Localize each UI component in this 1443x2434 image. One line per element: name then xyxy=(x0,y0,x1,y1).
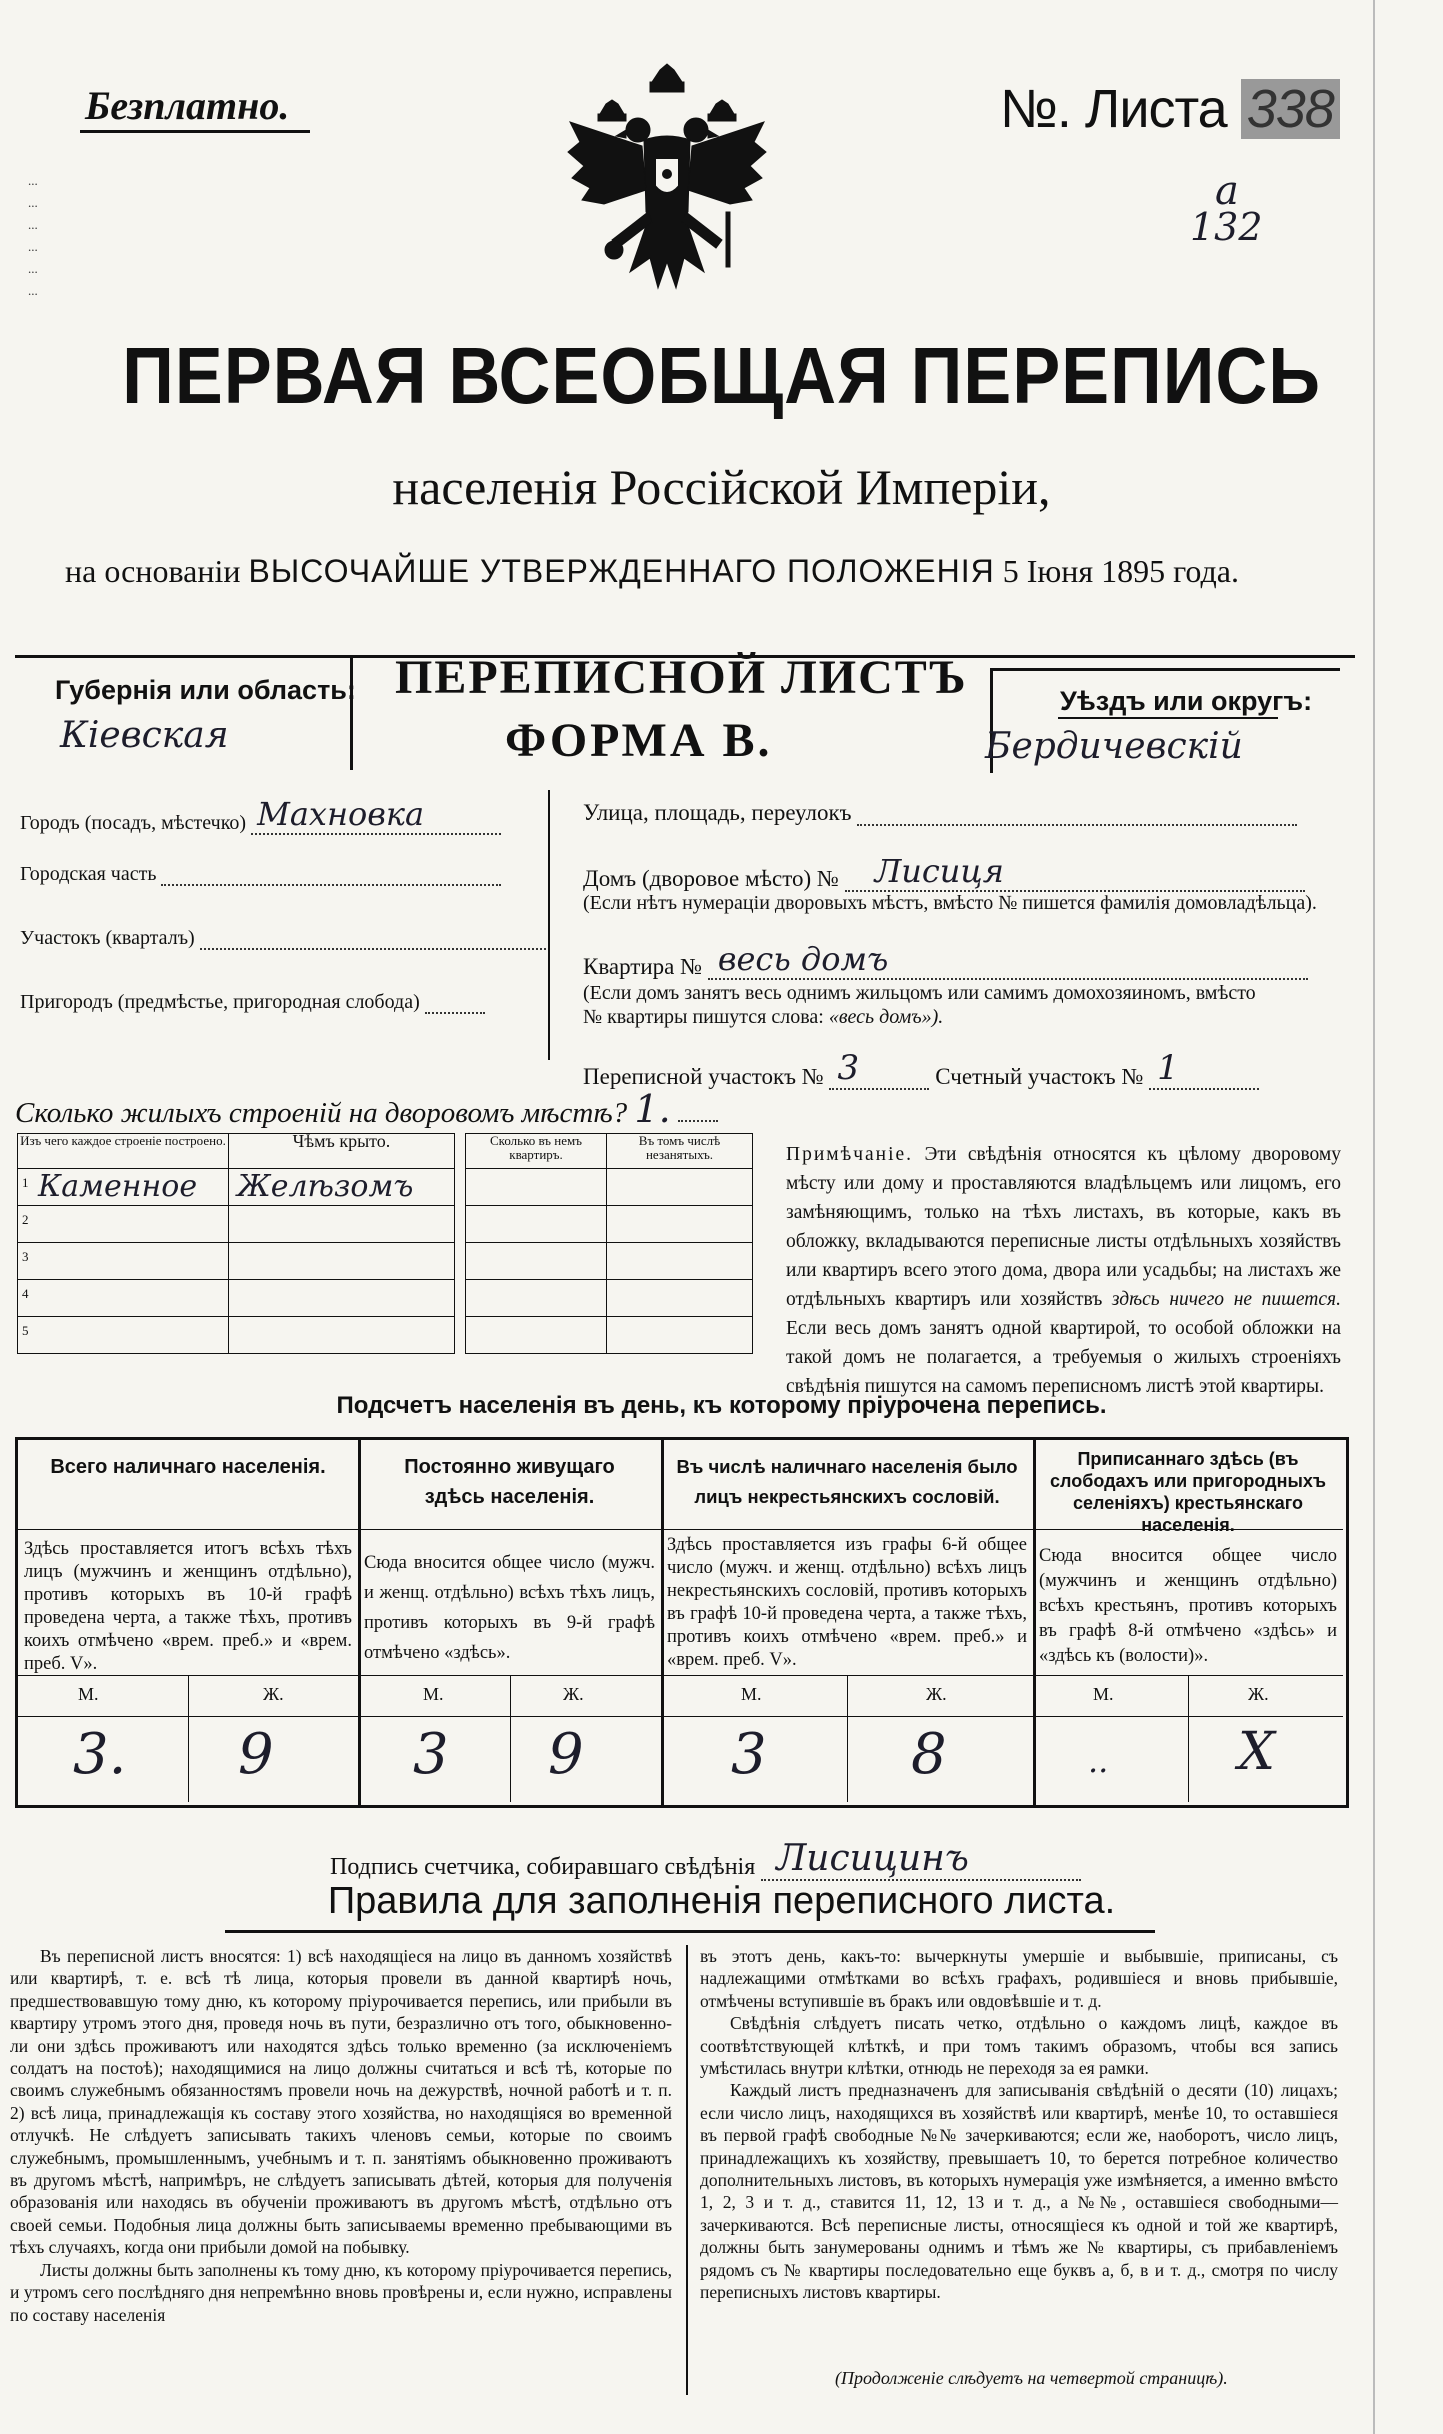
sheet-number-label: №. Листа xyxy=(1000,79,1227,139)
dwellings-question: Сколько жилыхъ строеній на дворовомъ мѣстѣ? 1. xyxy=(15,1087,718,1131)
note-paragraph: Примѣчаніе. Эти свѣдѣнія относятся къ цѣлому дворовому мѣсту или дому и проставляются владѣльцемъ или лицомъ, его замѣняющимъ, только на тѣхъ листахъ, въ которые, какъ въ обложку, вкладываются переписные листы отдѣльныхъ хозяйствъ или квартиръ всего этого дома, двора или усадьбы; на листахъ же отдѣльныхъ квартиръ или хозяйствъ здѣсь ничего не пишется. Если весь домъ занятъ одной квартирой, то особой обложки на такой домъ не полагается, а требуемыя о жилыхъ строеніяхъ свѣдѣнія пишутся на самомъ переписномъ листѣ этой квартиры. xyxy=(786,1144,1341,1397)
rules-title: Правила для заполненія переписного листа. xyxy=(327,1880,1116,1922)
house-field: Домъ (дворовое мѣсто) № Лисиця xyxy=(583,852,1305,892)
buildings-header-vacant: Въ томъ числѣ незанятыхъ. xyxy=(607,1134,753,1169)
enumerator-signature: Подпись счетчика, собиравшаго свѣдѣнія Лисицинъ xyxy=(330,1838,1081,1881)
total-male: 3. xyxy=(73,1722,127,1787)
suburb-field: Пригородъ (предмѣстье, пригородная слобода) xyxy=(20,991,485,1014)
rules-left-column: Въ переписной листъ вносятся: 1) всѣ находящіеся на лицо въ данномъ хозяйствѣ или квартирѣ, т. е. всѣ тѣ лица, которыя провели въ данной квартирѣ ночь, предшествовавшую тому дню, къ которому пріурочивается перепись, или прибыли въ квартиру утромъ этого дня, проведя ночь въ пути, безразлично отъ того, обыкновенно-ли они здѣсь проживаютъ или находятся здѣсь только временно (за исключеніемъ солдатъ на постоѣ); находящимися на лицо должны считаться и всѣ тѣ, которые по своимъ служебнымъ обязанностямъ провели ночь на дежурствѣ, ночной работѣ и т. п. 2) всѣ лица, принадлежащія къ составу этого хозяйства, но находящіяся во временной отлучкѣ. Не слѣдуетъ записывать такихъ членовъ семьи, которые по своимъ служебнымъ, промышленнымъ, учебнымъ и т. п. занятіямъ обыкновенно проживаютъ въ другомъ мѣстѣ, напримѣръ, не слѣдуетъ записывать дѣтей, которыя для полученія образованія или находясь въ обученіи проживаютъ въ другомъ мѣстѣ, отдѣльно отъ своей семьи. Подобныя лица должны быть записываемы временно пребывающими въ тѣхъ случаяхъ, когда они прибыли домой на побывку. Листы должны быть заполнены къ тому дню, къ которому пріурочивается перепись, и утромъ сего послѣдняго дня непремѣнно вновь провѣрены и, если нужно, исправлены по составу населенія xyxy=(10,1946,672,2325)
document-title: ПЕРВАЯ ВСЕОБЩАЯ ПЕРЕПИСЬ xyxy=(122,331,1321,420)
sheet-title: ПЕРЕПИСНОЙ ЛИСТЪ xyxy=(395,651,968,704)
apartment-value: весь домъ xyxy=(717,940,889,978)
peasant-male: .. xyxy=(1088,1742,1109,1780)
city-part-field: Городская часть xyxy=(20,863,501,886)
city-field: Городъ (посадъ, мѣстечко) Махновка xyxy=(20,795,501,835)
uezd-label: Уѣздъ или округъ: xyxy=(1060,686,1313,716)
total-female: 9 xyxy=(238,1722,274,1787)
district-field: Участокъ (кварталъ) xyxy=(20,927,550,950)
free-underline xyxy=(80,130,310,133)
street-field: Улица, площадь, переулокъ xyxy=(583,800,1297,826)
table-row: 4 xyxy=(18,1280,753,1317)
apartment-note-1: (Если домъ занятъ весь однимъ жильцомъ или самимъ домохозяиномъ, вмѣсто xyxy=(583,982,1256,1004)
rules-column-divider xyxy=(686,1945,688,2395)
city-value: Махновка xyxy=(257,795,425,833)
free-label: Безплатно. xyxy=(85,83,290,128)
house-value: Лисиця xyxy=(874,852,1004,890)
apartment-note-2: № квартиры пишутся слова: «весь домъ»). xyxy=(583,1006,944,1028)
population-table xyxy=(15,1437,1349,1808)
document-subtitle: населенія Россійской Имперіи, xyxy=(392,459,1051,515)
permanent-male: 3 xyxy=(413,1722,449,1787)
apartment-field: Квартира № весь домъ xyxy=(583,940,1308,980)
population-col-total: Всего наличнаго населенія. Здѣсь проставляется итогъ всѣхъ тѣхъ лицъ (мужчинъ и женщинъ отдѣльно), противъ которыхъ въ 10-й графѣ проведена черта, а также тѣхъ, противъ коихъ отмѣчено «врем. преб.» и «врем. преб. V». М. Ж. 3. 9 xyxy=(18,1440,361,1805)
census-area-value: 3 xyxy=(837,1048,860,1088)
buildings-table xyxy=(17,1133,753,1354)
buildings-header-roof: Чѣмъ крыто. xyxy=(229,1134,455,1169)
count-area-value: 1 xyxy=(1157,1048,1179,1088)
sheet-number xyxy=(1000,78,1340,140)
sheet-number-sub: 132 xyxy=(1190,205,1263,249)
building-material: Каменное xyxy=(38,1169,198,1204)
nonpeasant-male: 3 xyxy=(731,1722,767,1787)
buildings-header-apartments: Сколько въ немъ квартиръ. xyxy=(466,1134,607,1169)
header-rule-right xyxy=(990,668,1340,671)
census-area-field: Переписной участокъ № 3 Счетный участокъ № 1 xyxy=(583,1048,1259,1090)
population-title: Подсчетъ населенія въ день, къ которому пріурочена перепись. xyxy=(336,1392,1107,1419)
margin-marks: ... ... ... ... ... ... xyxy=(28,173,38,298)
uezd-underline xyxy=(1058,717,1278,719)
building-roof: Желѣзомъ xyxy=(237,1169,414,1204)
table-row: 1 Каменное Желѣзомъ xyxy=(18,1169,753,1206)
sheet-number-value: 338 xyxy=(1241,79,1340,139)
signature-value: Лисицинъ xyxy=(776,1838,969,1879)
imperial-eagle-icon xyxy=(560,62,775,312)
population-col-nonpeasant: Въ числѣ наличнаго населенія было лицъ некрестьянскихъ сословій. Здѣсь проставляется изъ графы 6-й общее число (мужч. и женщ. отдѣльно) всѣхъ лицъ некрестьянскихъ сословій, противъ которыхъ въ графѣ 10-й проведена черта, а также тѣхъ, противъ коихъ отмѣчено «врем. преб.» и «врем. преб. V». М. Ж. 3 8 xyxy=(661,1440,1036,1805)
fields-divider xyxy=(548,790,550,1060)
population-col-permanent: Постоянно живущаго здѣсь населенія. Сюда вносится общее число (мужч. и женщ. отдѣльно) всѣхъ тѣхъ лицъ, противъ которыхъ въ 9-й графѣ отмѣчено «здѣсь». М. Ж. 3 9 xyxy=(358,1440,664,1805)
table-row: 5 xyxy=(18,1317,753,1354)
uezd-value: Бердичевскій xyxy=(985,726,1243,767)
header-divider-left xyxy=(350,655,353,770)
table-row: 3 xyxy=(18,1243,753,1280)
rules-right-column: въ этотъ день, какъ-то: вычеркнуты умершіе и выбывшіе, приписаны, съ надлежащими отмѣтками во всѣхъ графахъ, родившіеся и вновь прибывшіе, отмѣчены вступившіе въ бракъ или овдовѣвшіе и т. д. Свѣдѣнія слѣдуетъ писать четко, отдѣльно о каждомъ лицѣ, каждое въ соотвѣтствующей клѣткѣ, и при томъ такимъ образомъ, чтобы вся запись умѣстилась внутри клѣтки, отнюдь не переходя за ея рамки. Каждый листъ предназначенъ для записыванія свѣдѣній о десяти (10) лицахъ; если число лицъ, находящихся въ хозяйствѣ или квартирѣ, менѣе 10, то оставшіеся въ первой графѣ свободные №№ зачеркиваются; если же, наоборотъ, число лицъ, принадлежащихъ къ хозяйству, превышаетъ 10, то берется потребное количество дополнительныхъ листовъ, въ которыхъ нумерація уже измѣняется, а именно вмѣсто 1, 2, 3 и т. д., ставится 11, 12, 13 и т. д., а №№, оставшіеся свободными—зачеркиваются. Всѣ переписные листы, относящіеся къ одной и той же квартирѣ, должны быть занумерованы однимъ и тѣмъ же № квартиры, съ прибавленіемъ рядомъ съ № квартиры последовательно еще буквъ а, б, в и т. д., смотря по числу переписныхъ листовъ квартиры. xyxy=(700,1946,1338,2303)
legal-basis-line: на основаніи ВЫСОЧАЙШЕ УТВЕРЖДЕННАГО ПОЛОЖЕНІЯ 5 Іюня 1895 года. xyxy=(65,553,1239,589)
guberniya-label: Губернія или область: xyxy=(55,675,356,705)
population-col-peasant: Приписаннаго здѣсь (въ слободахъ или пригородныхъ селеніяхъ) крестьянскаго населенія. Сюда вносится общее число (мужчинъ и женщинъ отдѣльно) всѣхъ крестьянъ, противъ которыхъ въ графѣ 8-й отмѣчено «здѣсь» и «здѣсь къ (волости)». М. Ж. .. X xyxy=(1033,1440,1343,1805)
page-edge-line xyxy=(1373,0,1375,2434)
dwellings-answer: 1. xyxy=(634,1087,671,1131)
permanent-female: 9 xyxy=(548,1722,584,1787)
house-note: (Если нѣтъ нумераціи дворовыхъ мѣстъ, вмѣсто № пишется фамилія домовладѣльца). xyxy=(583,892,1317,914)
guberniya-value: Кіевская xyxy=(60,715,229,756)
rules-underline xyxy=(225,1930,1155,1933)
sheet-number-suffix: а xyxy=(1215,168,1239,214)
table-row: 2 xyxy=(18,1206,753,1243)
nonpeasant-female: 8 xyxy=(911,1722,947,1787)
peasant-female: X xyxy=(1238,1722,1276,1782)
buildings-header-material: Изъ чего каждое строеніе построено. xyxy=(18,1134,229,1169)
continued-note: (Продолженіе слѣдуетъ на четвертой страницѣ). xyxy=(835,2368,1228,2388)
form-title: ФОРМА В. xyxy=(505,714,773,767)
